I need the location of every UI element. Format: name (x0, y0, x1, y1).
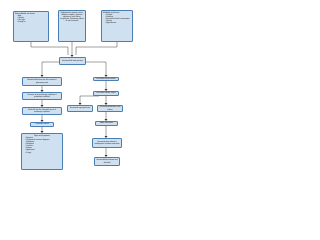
list-item: • Dyspnea (25, 137, 61, 139)
box-title: Modifiable risk factors (103, 11, 120, 14)
list-item: • Paroxysmal nocturnal dyspnea (25, 139, 61, 141)
decreased-cardiac-output-box (93, 91, 119, 96)
raas-stimulation-box (95, 121, 118, 126)
list-item: • Gender (17, 17, 47, 19)
decreased-stroke-volume-box (93, 77, 119, 81)
connector-lap-to-stroke (86, 62, 106, 76)
list-item: • Hypertension (105, 22, 131, 24)
box-text: Increased left atrial pressure (61, 59, 84, 62)
box-text: Increased renin release & reabsorption of sodium and water (94, 140, 120, 145)
connector-mod-to-lap (76, 42, 117, 55)
box-text: Increased blood volume and afterload (96, 159, 118, 164)
list-item: • Age (17, 15, 47, 17)
renin-release-box (92, 138, 122, 148)
modifiable-risk-factors-box (101, 10, 133, 42)
pulmonary-edema-box (30, 122, 54, 127)
increased-blood-volume-box (94, 157, 120, 166)
connector-lap-to-backflow (42, 62, 60, 76)
pulmonary-pressure-box (22, 92, 62, 100)
box-text: Blood backflow from the left ventricle & pulmonary veins (27, 79, 57, 84)
connector-cardiac-to-organ (80, 96, 99, 104)
list-item: • Weakness (25, 143, 61, 145)
box-text: Pressure in the pulmonary capillaries & pulmonary capillaries (27, 93, 57, 98)
increased-left-atrial-pressure-box (59, 57, 86, 65)
fluid-shift-box (22, 107, 62, 115)
box-title: Signs and symptoms (34, 134, 50, 137)
box-text: Decreased organ perfusion (69, 107, 91, 110)
box-text: Pulmonary edema (35, 123, 49, 126)
box-title: Non-modifiable risk factors (15, 12, 35, 15)
box-text: Endometrium, malaria, stress, diabetes insipidus, hormone imbalance, renal failure, arrhythmias, Pulmonary edema of mitral stenosis (60, 11, 84, 23)
list-item: • Obesity (105, 20, 131, 22)
causes-box (58, 10, 86, 42)
box-text: Decreased stroke volume (96, 77, 116, 80)
list-item: • Cough (25, 152, 61, 154)
list-item: • Life style (17, 19, 47, 21)
connector-nonmod-to-lap (31, 42, 68, 55)
list-item: • Orthopnea (25, 141, 61, 143)
list-item: • Lifestyle (105, 14, 131, 16)
list-item: • Family hx (17, 21, 47, 23)
flowchart-canvas (0, 0, 149, 198)
box-text: RAAS stimulation (99, 122, 114, 125)
list-item: • Crackles (25, 145, 61, 147)
signs-and-symptoms-box (21, 133, 63, 170)
decreased-kidney-blood-flow-box (97, 105, 123, 112)
list-item: • Smoking (105, 16, 131, 18)
nonmodifiable-risk-factors-box (13, 11, 49, 42)
box-text: Fluid shift into the interstitial space of pulmonary capillaries (28, 108, 56, 113)
list-item: • Excessive alcohol consumption (105, 18, 131, 20)
box-text: Decreased blood flow to the kidney (99, 106, 121, 111)
list-item: • Hypoxemia (25, 149, 61, 151)
box-text: Decreased cardiac output (96, 92, 116, 95)
list-item: • Fatigue (25, 147, 61, 149)
blood-backflow-box (22, 77, 62, 86)
decreased-organ-perfusion-box (67, 105, 93, 112)
